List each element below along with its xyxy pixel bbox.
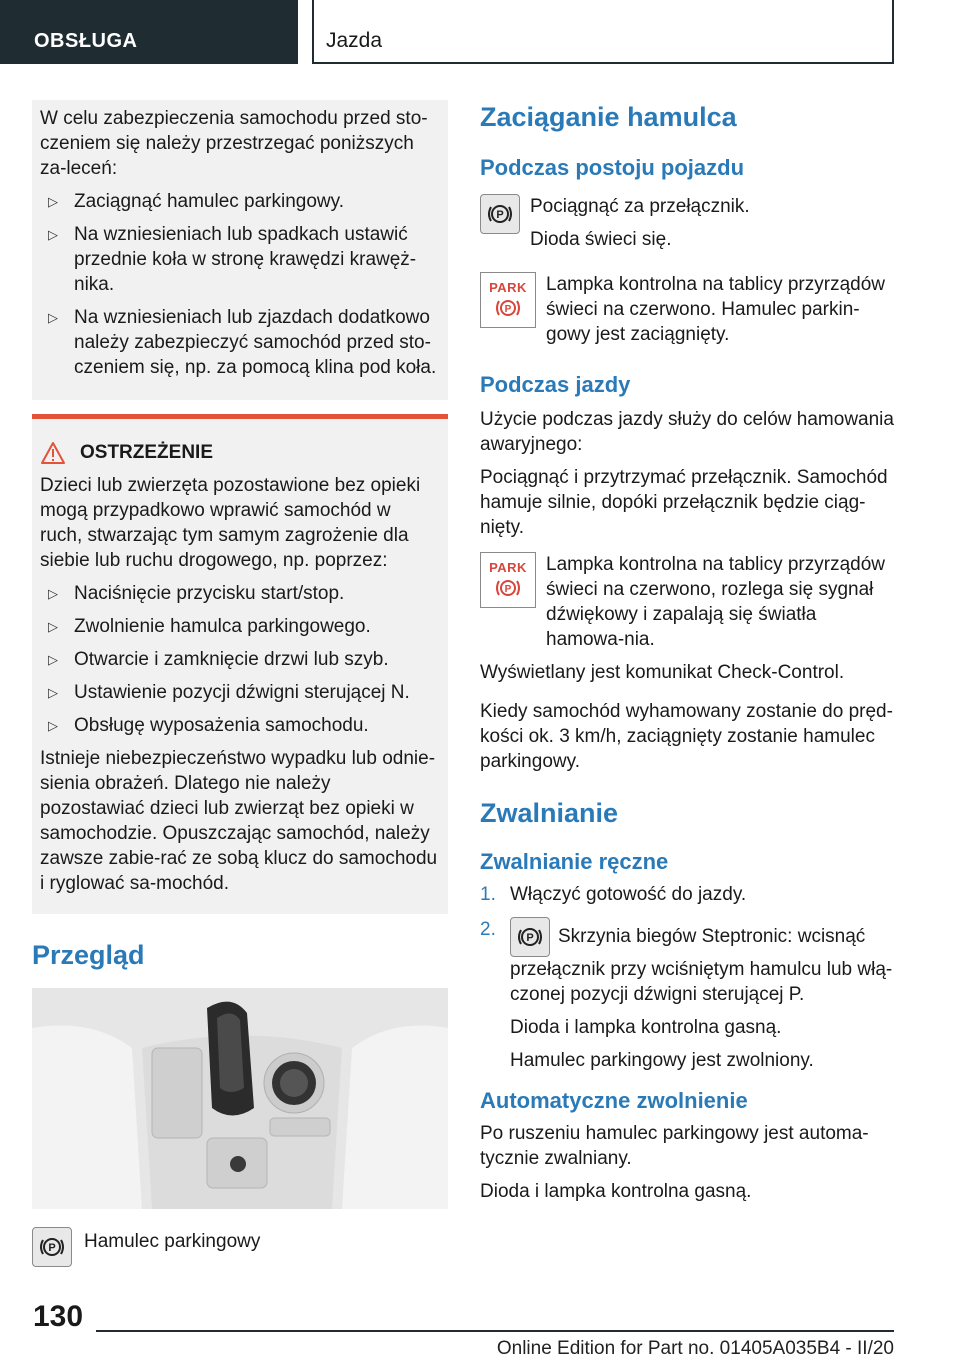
parking-brake-icon: [32, 1227, 72, 1267]
svg-text:P: P: [526, 932, 534, 944]
driving-heading: Podczas jazdy: [480, 372, 631, 397]
driving-text-2: Pociągnąć i przytrzymać przełącznik. Samochód hamuje silnie, dopóki przełącznik będzie ciąg-nięty.: [480, 467, 888, 538]
right-column: [480, 100, 896, 1204]
driving-lamp-text: Lampka kontrolna na tablicy przyrządów świeci na czerwono, rozlega się sygnał dźwiękowy i zapalają się światła hamowa-nia.: [546, 554, 886, 650]
list-item: ▷ Zwolnienie hamulca parkingowego.: [40, 614, 438, 639]
caption-row: [32, 1227, 448, 1267]
footer-divider: [96, 1330, 894, 1332]
list-item: [480, 917, 896, 1073]
driving-text-3: Wyświetlany jest komunikat Check-Control.: [480, 662, 845, 683]
step-number: 1.: [480, 884, 496, 905]
warning-title: OSTRZEŻENIE: [80, 442, 214, 463]
parking-brake-icon: [480, 194, 520, 234]
step-sub-text: Dioda i lampka kontrolna gasną.: [510, 1017, 782, 1038]
chapter-header: [312, 0, 894, 64]
apply-heading: Zaciąganie hamulca: [480, 102, 737, 132]
auto-text-2: Dioda i lampka kontrolna gasną.: [480, 1181, 752, 1202]
release-heading: Zwalnianie: [480, 798, 619, 828]
info-list: [40, 189, 438, 380]
park-warning-lamp-icon: [480, 272, 536, 328]
driving-text-4: Kiedy samochód wyhamowany zostanie do pręd-kości ok. 3 km/h, zaciągnięty zostanie hamulec parkingowy.: [480, 701, 893, 772]
warning-box: [32, 414, 448, 914]
section-tab: [0, 0, 298, 64]
step-text: Skrzynia biegów Steptronic: wcisnąć przełącznik przy wciśniętym hamulcu lub włą-czonej pozycji dźwigni sterującej P.: [510, 926, 893, 1005]
svg-text:P: P: [504, 304, 512, 315]
stationary-led: Dioda świeci się.: [530, 229, 672, 250]
park-lamp-label: PARK: [489, 560, 527, 575]
svg-text:P: P: [504, 584, 512, 595]
footer-edition: Online Edition for Part no. 01405A035B4 - II/20: [496, 1338, 894, 1359]
parking-brake-icon: [510, 917, 550, 957]
stationary-lamp-text: Lampka kontrolna na tablicy przyrządów świeci na czerwono. Hamulec parkin-gowy jest zaciągnięty.: [546, 274, 886, 345]
auto-text-1: Po ruszeniu hamulec parkingowy jest automa-tycznie zwalniany.: [480, 1123, 869, 1169]
photo-caption: Hamulec parkingowy: [84, 1231, 261, 1252]
auto-release-heading: Automatyczne zwolnienie: [480, 1088, 748, 1113]
step-number: 2.: [480, 919, 496, 940]
warning-list: [40, 581, 438, 738]
chapter-title: Jazda: [326, 29, 383, 52]
overview-heading: Przegląd: [32, 940, 145, 970]
list-item: ▷ Na wzniesieniach lub spadkach ustawić przednie koła w stronę krawędzi krawęż-nika.: [40, 222, 438, 297]
warning-triangle-icon: [40, 441, 66, 465]
park-lamp-label: PARK: [489, 280, 527, 295]
section-title: OBSŁUGA: [34, 30, 138, 52]
driving-lamp-row: [480, 552, 896, 652]
page-number: 130: [33, 1300, 84, 1333]
stationary-step: Pociągnąć za przełącznik.: [530, 196, 750, 217]
park-warning-lamp-icon: [480, 552, 536, 608]
list-item: [480, 882, 896, 907]
info-intro: W celu zabezpieczenia samochodu przed sto-czeniem się należy przestrzegać poniższych za-leceń:: [40, 108, 428, 179]
manual-release-heading: Zwalnianie ręczne: [480, 849, 669, 874]
center-console-illustration: [32, 988, 448, 1209]
list-item: ▷ Obsługę wyposażenia samochodu.: [40, 713, 438, 738]
list-item: ▷ Ustawienie pozycji dźwigni sterującej N.: [40, 680, 438, 705]
step-sub-text: Hamulec parkingowy jest zwolniony.: [510, 1050, 814, 1071]
stationary-lamp-row: [480, 272, 896, 347]
svg-text:P: P: [48, 1242, 56, 1254]
list-item: ▷ Otwarcie i zamknięcie drzwi lub szyb.: [40, 647, 438, 672]
driving-text-1: Użycie podczas jazdy służy do celów hamowania awaryjnego:: [480, 409, 894, 455]
warning-outro: Istnieje niebezpieczeństwo wypadku lub odnie-sienia obrażeń. Dlatego nie należy pozostawiać dzieci lub zwierząt bez opieki w samochodzie. Opuszczając samochód, należy zawsze zabie-rać ze sobą klucz do samochodu i ryglować sa-mochód.: [40, 748, 438, 894]
left-column: [32, 100, 448, 1267]
stationary-heading: Podczas postoju pojazdu: [480, 155, 745, 180]
stationary-row: [480, 194, 896, 252]
list-item: ▷ Na wzniesieniach lub zjazdach dodatkowo należy zabezpieczyć samochód przed sto-czeniem się, np. za pomocą klina pod koła.: [40, 305, 438, 380]
release-steps: [480, 882, 896, 1073]
list-item: ▷ Zaciągnąć hamulec parkingowy.: [40, 189, 438, 214]
warning-header: [40, 441, 438, 465]
svg-text:P: P: [496, 209, 504, 221]
step-text: Włączyć gotowość do jazdy.: [510, 884, 747, 905]
console-photo: [32, 988, 448, 1209]
warning-intro: Dzieci lub zwierzęta pozostawione bez opieki mogą przypadkowo wprawić samochód w ruch, stwarzając tym samym zagrożenie dla siebie lub ruchu drogowego, np. poprzez:: [40, 475, 421, 571]
info-box: [32, 100, 448, 400]
list-item: ▷ Naciśnięcie przycisku start/stop.: [40, 581, 438, 606]
